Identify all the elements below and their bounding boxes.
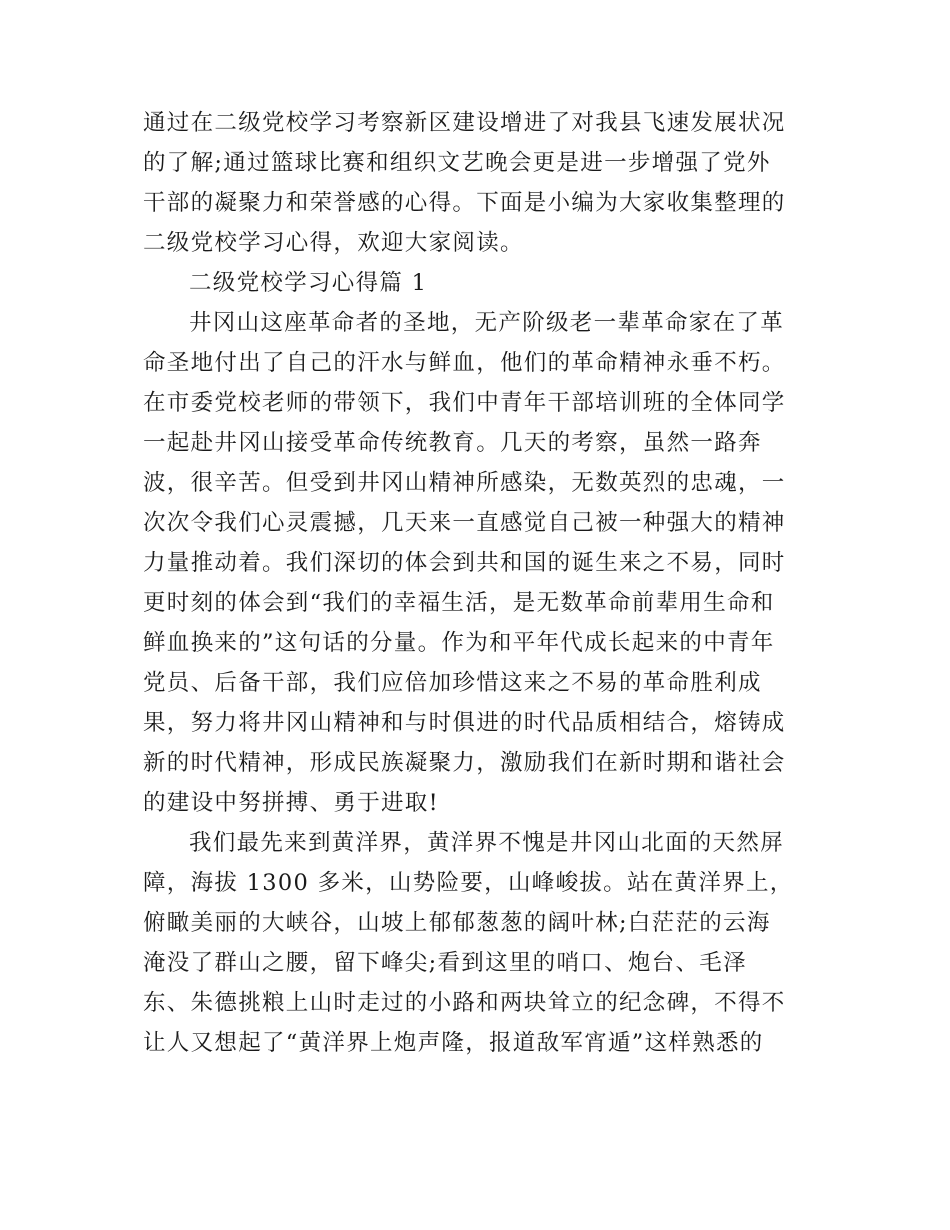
- paragraph-line: 让人又想起了“黄洋界上炮声隆，报道敌军宵遁”这样熟悉的: [143, 1030, 764, 1056]
- paragraph-line: 在市委党校老师的带领下，我们中青年干部培训班的全体同学: [143, 390, 786, 416]
- paragraph-line: 东、朱德挑粮上山时走过的小路和两块耸立的纪念碑，不得不: [143, 990, 786, 1016]
- paragraph-line: 鲜血换来的”这句话的分量。作为和平年代成长起来的中青年: [143, 630, 775, 656]
- intro-line: 通过在二级党校学习考察新区建设增进了对我县飞速发展状况: [143, 110, 786, 136]
- paragraph-line: 次次令我们心灵震撼，几天来一直感觉自己被一种强大的精神: [143, 510, 786, 536]
- paragraph-line: 波，很辛苦。但受到井冈山精神所感染，无数英烈的忠魂，一: [143, 470, 786, 496]
- paragraph-line: 障，海拔 1300 多米，山势险要，山峰峻拔。站在黄洋界上，: [143, 870, 794, 896]
- intro-line: 干部的凝聚力和荣誉感的心得。下面是小编为大家收集整理的: [143, 190, 786, 216]
- paragraph-line: 俯瞰美丽的大峡谷，山坡上郁郁葱葱的阔叶林;白茫茫的云海: [143, 910, 771, 936]
- document-body: [143, 103, 813, 1063]
- section-heading: 二级党校学习心得篇 1: [189, 270, 428, 296]
- paragraph-line: 我们最先来到黄洋界，黄洋界不愧是井冈山北面的天然屏: [189, 830, 785, 856]
- intro-line: 二级党校学习心得，欢迎大家阅读。: [143, 230, 524, 256]
- paragraph-line: 命圣地付出了自己的汗水与鲜血，他们的革命精神永垂不朽。: [143, 350, 786, 376]
- intro-line: 的了解;通过篮球比赛和组织文艺晚会更是进一步增强了党外: [143, 150, 771, 176]
- paragraph-line: 井冈山这座革命者的圣地，无产阶级老一辈革命家在了革: [189, 310, 785, 336]
- paragraph-line: 更时刻的体会到“我们的幸福生活，是无数革命前辈用生命和: [143, 590, 775, 616]
- paragraph-line: 党员、后备干部，我们应倍加珍惜这来之不易的革命胜利成: [143, 670, 762, 696]
- paragraph-line: 果，努力将井冈山精神和与时俱进的时代品质相结合，熔铸成: [143, 710, 786, 736]
- paragraph-line: 一起赴井冈山接受革命传统教育。几天的考察，虽然一路奔: [143, 430, 762, 456]
- paragraph-line: 的建设中努拼搏、勇于进取!: [143, 790, 439, 816]
- paragraph-line: 新的时代精神，形成民族凝聚力，激励我们在新时期和谐社会: [143, 750, 786, 776]
- paragraph-line: 淹没了群山之腰，留下峰尖;看到这里的哨口、炮台、毛泽: [143, 950, 747, 976]
- paragraph-line: 力量推动着。我们深切的体会到共和国的诞生来之不易，同时: [143, 550, 786, 576]
